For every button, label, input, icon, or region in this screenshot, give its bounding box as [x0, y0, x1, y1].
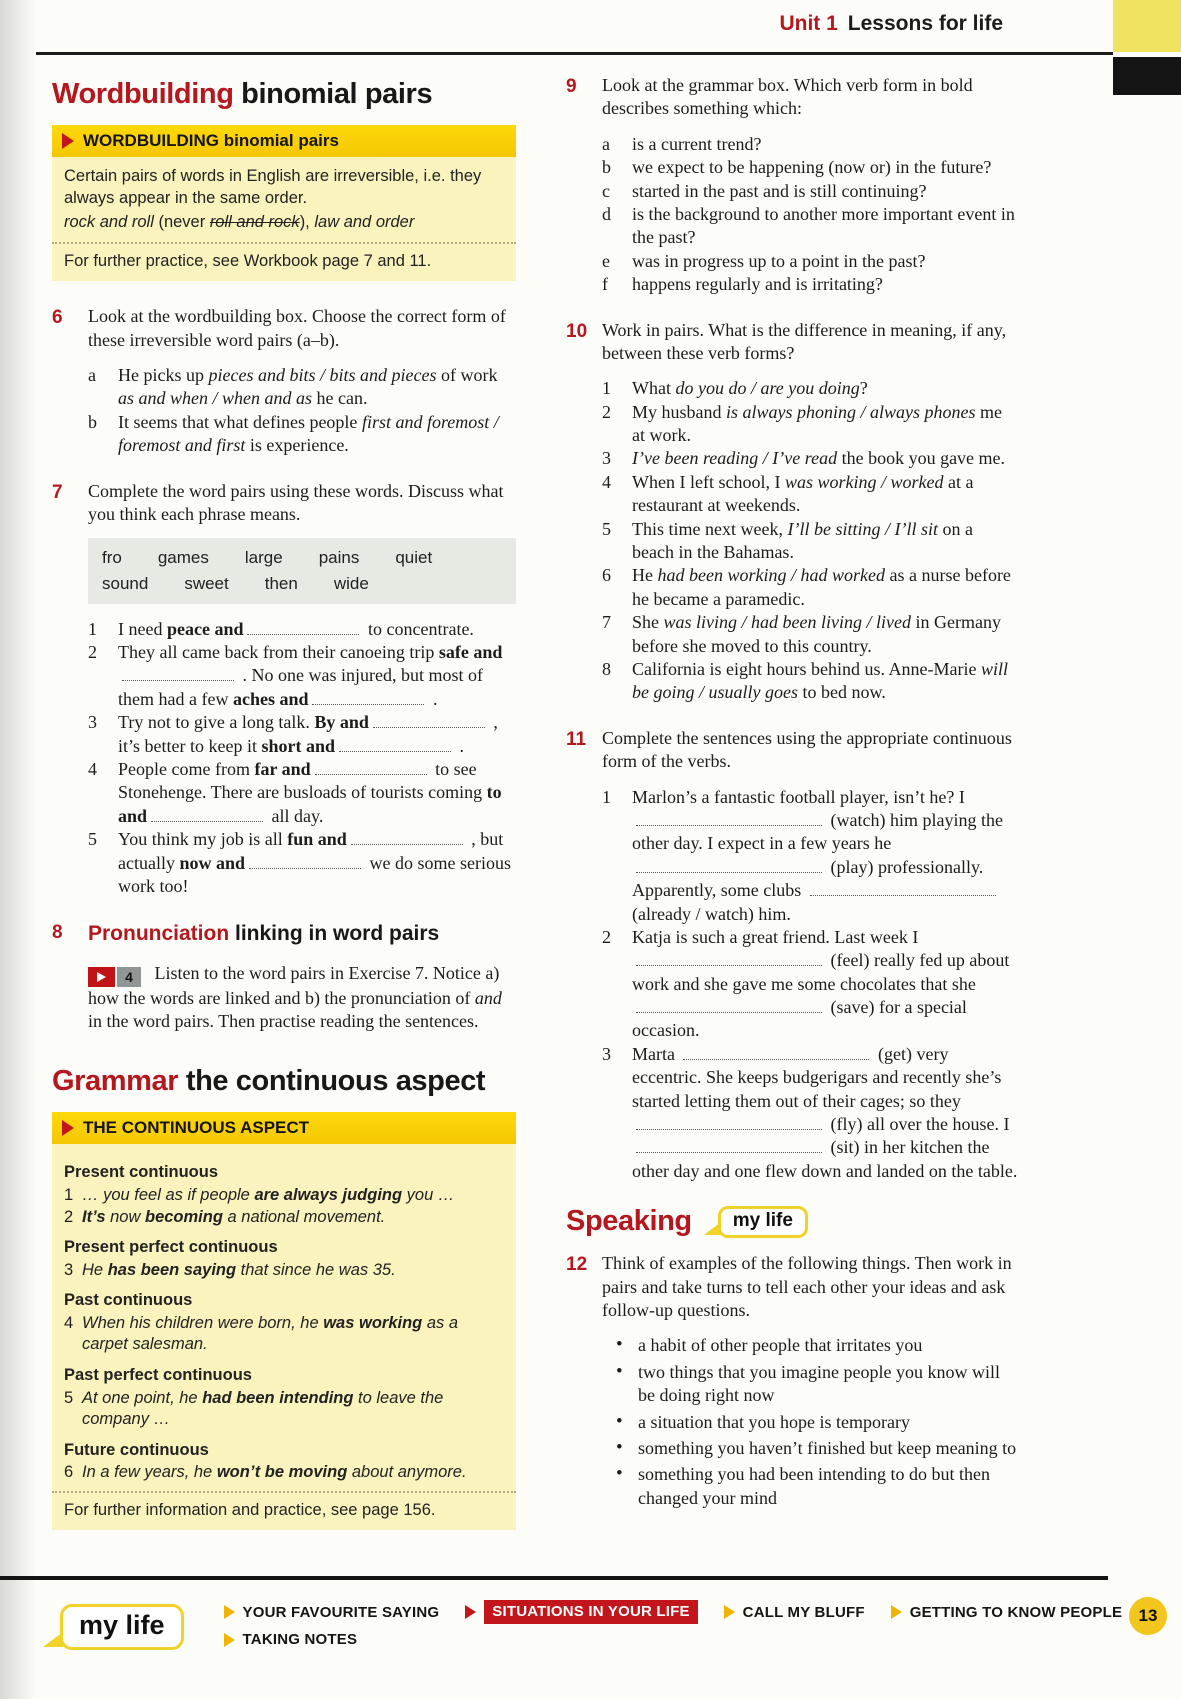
item-text: He picks up pieces and bits / bits and pieces of work as and when / when and as he can. — [118, 365, 498, 409]
list-item — [88, 711, 516, 758]
exercise-6-intro: Look at the wordbuilding box. Choose the correct form of these irreversible word pairs (a–b). — [88, 306, 506, 350]
exercise-11-items — [602, 786, 1018, 1184]
footer-nav-row-2 — [224, 1631, 1123, 1648]
arrow-icon — [224, 1633, 235, 1647]
grammar-subhead: Present perfect continuous — [64, 1238, 278, 1257]
bullet-item: • two things that you imagine people you know will be doing right now — [616, 1361, 1018, 1408]
item-label: 1 — [602, 786, 611, 807]
item-text: Katja is such a great friend. Last week I (feel) really fed up about work and she gave me some chocolates that she (save) for a special occasion. — [632, 926, 1010, 1041]
item-label: 3 — [602, 1043, 611, 1064]
list-item — [602, 926, 1018, 1043]
list-item — [88, 758, 516, 828]
grammar-example-text: … you feel as if people are always judging you … — [82, 1186, 455, 1205]
item-label: 5 — [88, 829, 97, 850]
item-label: 7 — [602, 612, 611, 633]
triangle-icon — [62, 133, 74, 149]
exercise-10-intro: Work in pairs. What is the difference in meaning, if any, between these verb forms? — [602, 319, 1007, 363]
item-label: 3 — [88, 712, 97, 733]
corner-black-block — [1113, 57, 1181, 95]
grammar-box-title: THE CONTINUOUS ASPECT — [83, 1118, 310, 1138]
exercise-11 — [566, 727, 1018, 1183]
grammar-example-text: He has been saying that since he was 35. — [82, 1260, 396, 1279]
exercise-6-items — [88, 364, 516, 458]
item-label: b — [88, 411, 97, 432]
grammar-example — [64, 1185, 504, 1206]
item-label: c — [602, 180, 610, 201]
grammar-section-items — [64, 1388, 504, 1431]
grammar-example-text: It’s now becoming a national movement. — [82, 1207, 386, 1226]
footer-nav-label: CALL MY BLUFF — [742, 1603, 865, 1621]
list-item — [88, 828, 516, 898]
item-text: Marta (get) very eccentric. She keeps budgerigars and recently she’s started letting them out of their cages; so they (fly) all over the house. I (sit) in her kitchen the other day and one flew down and landed on the table. — [632, 1043, 1018, 1181]
grammar-example — [64, 1388, 504, 1431]
item-text: When I left school, I was working / worked at a restaurant at weekends. — [632, 471, 974, 516]
wordbuilding-heading — [52, 78, 516, 111]
arrow-icon — [224, 1605, 235, 1619]
grammar-example — [64, 1207, 504, 1228]
page-number-badge: 13 — [1129, 1597, 1167, 1635]
my-life-badge: my life — [60, 1604, 184, 1650]
exercise-number: 8 — [52, 922, 63, 944]
grammar-section — [64, 1365, 504, 1431]
grammar-section — [64, 1162, 504, 1228]
list-item — [602, 133, 1018, 156]
item-label: 2 — [602, 926, 611, 947]
grammar-example — [64, 1260, 504, 1281]
item-text: I need peace and to concentrate. — [118, 618, 474, 639]
exercise-number: 6 — [52, 307, 63, 329]
unit-label: Unit 1 — [779, 12, 838, 35]
grammar-section-items — [64, 1260, 504, 1281]
footer-nav-label: GETTING TO KNOW PEOPLE — [909, 1603, 1123, 1621]
list-item — [602, 180, 1018, 203]
list-item — [602, 273, 1018, 296]
item-text: is the background to another more important event in the past? — [632, 203, 1015, 248]
right-column — [566, 74, 1018, 1535]
item-text: What do you do / are you doing? — [632, 378, 868, 399]
exercise-10-items — [602, 377, 1018, 704]
pronunciation-label: Pronunciation — [88, 922, 230, 946]
word-box-word: fro — [102, 548, 122, 568]
list-item — [602, 518, 1018, 565]
item-text: is a current trend? — [632, 133, 762, 154]
wordbuilding-box-body — [52, 157, 516, 242]
word-box-word: games — [157, 548, 209, 568]
grammar-subhead: Present continuous — [64, 1163, 219, 1182]
item-text: They all came back from their canoeing trip safe and . No one was injured, but most of them had a few aches and . — [118, 642, 503, 709]
item-label: 8 — [602, 658, 611, 679]
arrow-icon — [465, 1605, 476, 1619]
grammar-section-items — [64, 1185, 504, 1228]
item-label: f — [602, 274, 608, 295]
grammar-box-header — [52, 1112, 516, 1144]
footer-nav-row-1 — [224, 1600, 1123, 1624]
grammar-section-items — [64, 1462, 504, 1483]
item-text: My husband is always phoning / always phones me at work. — [632, 401, 1003, 446]
footer-nav-label: TAKING NOTES — [242, 1631, 358, 1648]
grammar-box — [52, 1112, 516, 1529]
exercise-8-text: Listen to the word pairs in Exercise 7. Notice a) how the words are linked and b) the pronunciation of and in the word pairs. Then practise reading the sentences. — [88, 962, 502, 1031]
item-text: was in progress up to a point in the past? — [632, 250, 926, 271]
audio-chip — [88, 967, 141, 987]
list-item — [602, 447, 1018, 470]
item-label: 3 — [602, 448, 611, 469]
footer-rule — [0, 1576, 1108, 1580]
item-number: 2 — [64, 1207, 74, 1226]
exercise-8-heading-rest: linking in word pairs — [229, 922, 440, 946]
list-item — [602, 611, 1018, 658]
item-text: California is eight hours behind us. Anne-Marie will be going / usually goes to bed now. — [632, 658, 1008, 703]
footer-nav — [224, 1598, 1123, 1648]
item-text: You think my job is all fun and , but actually now and we do some serious work too! — [118, 829, 511, 896]
arrow-icon — [891, 1605, 902, 1619]
grammar-section — [64, 1290, 504, 1356]
exercise-10 — [566, 319, 1018, 705]
item-number: 5 — [64, 1388, 74, 1407]
word-box — [88, 538, 516, 603]
list-item — [88, 618, 516, 641]
bullet-item: • a habit of other people that irritates you — [616, 1334, 1018, 1357]
item-text: It seems that what defines people first and foremost / foremost and first is experience. — [118, 411, 499, 456]
wordbuilding-heading-rest: binomial pairs — [233, 78, 433, 110]
exercise-7-intro: Complete the word pairs using these words. Discuss what you think each phrase means. — [88, 480, 504, 525]
item-text: This time next week, I’ll be sitting / I’ll sit on a beach in the Bahamas. — [632, 518, 973, 563]
grammar-heading-red: Grammar — [52, 1065, 179, 1098]
item-label: 1 — [88, 618, 97, 639]
list-item — [602, 377, 1018, 400]
grammar-example-text: At one point, he had been intending to leave the company … — [82, 1388, 444, 1429]
item-text: happens regularly and is irritating? — [632, 274, 883, 295]
item-label: 1 — [602, 378, 611, 399]
item-text: He had been working / had worked as a nurse before he became a paramedic. — [632, 565, 1011, 609]
list-item — [88, 641, 516, 711]
exercise-number: 11 — [566, 728, 587, 750]
exercise-11-intro: Complete the sentences using the appropriate continuous form of the verbs. — [602, 727, 1012, 772]
footer-nav-item — [465, 1600, 697, 1624]
header-rule — [36, 52, 1113, 55]
word-box-word: then — [264, 573, 298, 593]
list-item — [602, 471, 1018, 518]
bullet-item: • something you haven’t finished but keep meaning to — [616, 1437, 1018, 1460]
footer-nav-label: SITUATIONS IN YOUR LIFE — [484, 1600, 697, 1624]
list-item — [602, 156, 1018, 179]
item-text: started in the past and is still continuing? — [632, 180, 927, 201]
wordbuilding-example-text: rock and roll (never roll and rock), law and order — [64, 212, 415, 231]
grammar-subhead: Future continuous — [64, 1440, 209, 1459]
bullet-item: • something you had been intending to do but then changed your mind — [616, 1463, 1018, 1510]
grammar-box-body — [52, 1144, 516, 1490]
item-label: a — [88, 365, 96, 386]
exercise-8-heading — [88, 920, 516, 947]
list-item — [88, 411, 516, 458]
exercise-8 — [52, 920, 516, 1043]
speaking-heading — [566, 1205, 692, 1238]
grammar-example-text: When his children were born, he was working as a carpet salesman. — [82, 1313, 459, 1354]
audio-track-number: 4 — [117, 967, 141, 987]
exercise-12-intro: Think of examples of the following things. Then work in pairs and take turns to tell each other your ideas and ask follow-up questions. — [602, 1253, 1012, 1320]
exercise-6 — [52, 305, 516, 457]
grammar-section — [64, 1440, 504, 1484]
word-box-word: quiet — [395, 548, 433, 568]
exercise-number: 9 — [566, 76, 577, 97]
speaking-heading-text: Speaking — [566, 1205, 692, 1238]
word-box-word: sound — [102, 573, 149, 593]
item-text: I’ve been reading / I’ve read the book you gave me. — [632, 448, 1006, 469]
list-item — [602, 564, 1018, 611]
item-text: Marlon’s a fantastic football player, isn’t he? I (watch) him playing the other day. I expect in a few years he (play) professionally. Apparently, some clubs (already / watch) him. — [632, 786, 1003, 924]
footer-nav-label: YOUR FAVOURITE SAYING — [242, 1603, 440, 1621]
item-text: She was living / had been living / lived in Germany before she moved to this country. — [632, 612, 1001, 656]
footer-nav-item — [891, 1604, 1122, 1621]
grammar-example-text: In a few years, he won’t be moving about anymore. — [82, 1463, 467, 1482]
item-label: 4 — [602, 471, 611, 492]
item-label: 4 — [88, 758, 97, 779]
list-item — [602, 786, 1018, 926]
word-box-word: sweet — [184, 573, 229, 593]
exercise-8-body — [88, 962, 516, 1034]
grammar-example — [64, 1313, 504, 1356]
unit-title: Lessons for life — [847, 12, 1003, 35]
item-label: 5 — [602, 518, 611, 539]
exercise-12 — [566, 1252, 1018, 1513]
my-life-badge: my life — [718, 1206, 808, 1238]
grammar-subhead: Past continuous — [64, 1291, 193, 1310]
grammar-heading — [52, 1065, 516, 1098]
item-label: b — [602, 157, 611, 178]
triangle-icon — [62, 1120, 74, 1136]
exercise-number: 12 — [566, 1254, 588, 1276]
item-label: 2 — [602, 401, 611, 422]
exercise-9-intro: Look at the grammar box. Which verb form in bold describes something which: — [602, 75, 973, 119]
footer-bar — [60, 1598, 1122, 1650]
left-column — [52, 74, 516, 1554]
word-box-word: large — [244, 548, 283, 568]
item-text: Try not to give a long talk. By and , it’s better to keep it short and . — [118, 712, 498, 756]
exercise-number: 7 — [52, 481, 63, 503]
list-item — [88, 364, 516, 411]
grammar-example — [64, 1462, 504, 1483]
list-item — [602, 401, 1018, 448]
footer-nav-item — [224, 1631, 358, 1648]
word-box-word: wide — [333, 573, 369, 593]
play-icon — [88, 967, 115, 987]
item-number: 6 — [64, 1463, 74, 1482]
item-label: d — [602, 203, 611, 224]
footer-nav-item — [724, 1604, 865, 1621]
wordbuilding-rule-text: Certain pairs of words in English are irreversible, i.e. they always appear in the same order. — [64, 167, 482, 207]
wordbuilding-box — [52, 125, 516, 281]
grammar-section — [64, 1237, 504, 1281]
item-label: a — [602, 133, 610, 154]
bullet-item: • a situation that you hope is temporary — [616, 1411, 1018, 1434]
wordbuilding-heading-red: Wordbuilding — [52, 78, 234, 110]
wordbuilding-box-title: WORDBUILDING binomial pairs — [83, 131, 339, 150]
list-item — [602, 250, 1018, 273]
item-number: 4 — [64, 1313, 74, 1332]
exercise-number: 10 — [566, 320, 588, 342]
grammar-section-items — [64, 1313, 504, 1356]
arrow-icon — [724, 1605, 735, 1619]
grammar-subhead: Past perfect continuous — [64, 1365, 252, 1384]
list-item — [602, 203, 1018, 250]
exercise-7 — [52, 480, 516, 899]
list-item — [602, 658, 1018, 705]
item-number: 1 — [64, 1186, 74, 1205]
exercise-9-items — [602, 133, 1018, 297]
grammar-heading-rest: the continuous aspect — [178, 1065, 486, 1098]
exercise-12-bullets — [602, 1334, 1018, 1510]
grammar-box-footer: For further information and practice, see page 156. — [52, 1491, 516, 1530]
speaking-heading-row — [566, 1205, 1018, 1238]
item-label: 2 — [88, 642, 97, 662]
wordbuilding-box-footer: For further practice, see Workbook page 7 and 11. — [52, 242, 516, 281]
exercise-7-items — [88, 618, 516, 899]
corner-yellow-block — [1113, 0, 1181, 52]
footer-nav-item — [224, 1604, 440, 1621]
item-label: 6 — [602, 565, 611, 586]
item-text: we expect to be happening (now or) in the future? — [632, 157, 992, 178]
item-number: 3 — [64, 1260, 74, 1279]
wordbuilding-box-header — [52, 125, 516, 157]
page-header — [779, 12, 1003, 36]
list-item — [602, 1043, 1018, 1183]
item-text: People come from far and to see Stonehenge. There are busloads of tourists coming to and all day. — [118, 758, 502, 826]
item-label: e — [602, 250, 610, 271]
word-box-word: pains — [318, 548, 360, 568]
exercise-9 — [566, 74, 1018, 297]
